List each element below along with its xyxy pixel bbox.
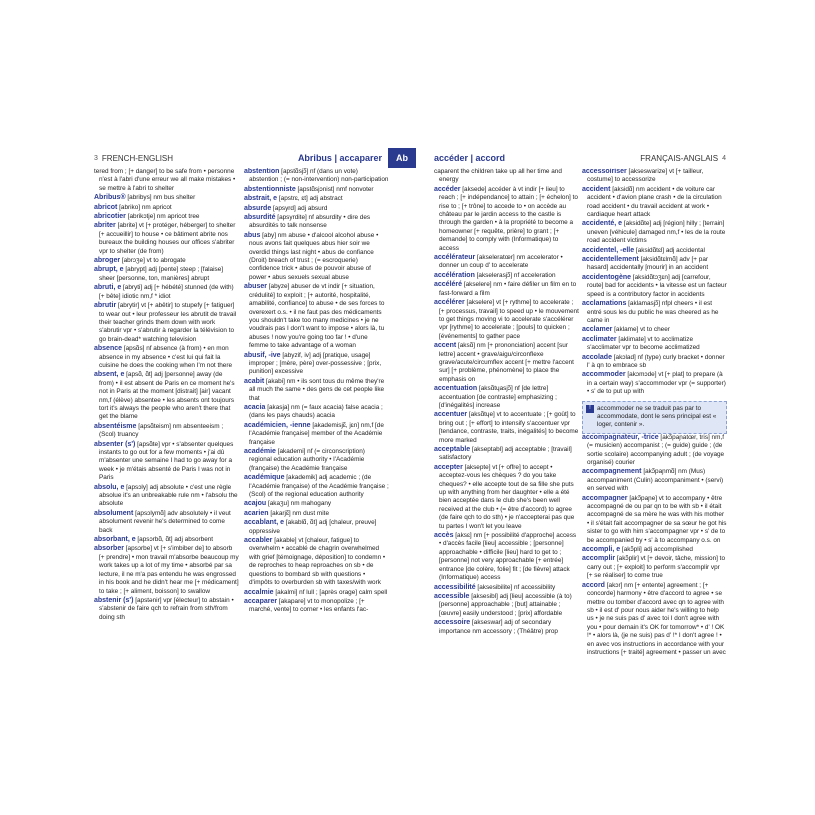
dictionary-entry xyxy=(582,220,727,245)
entry-headword: abusif, -ive xyxy=(244,351,281,359)
entry-definition: [apsɑ̃teism] nm absenteeism ; (Scol) truancy xyxy=(99,422,224,439)
dictionary-entry xyxy=(244,205,389,213)
entry-headword: absentéisme xyxy=(94,422,137,430)
entry-headword: accalmie xyxy=(244,588,274,596)
entry-definition: [aksesibl] adj [lieu] accessible (à to) [personne] approachable ; [but] attainable ; [œuvre] easily understood ; [prix] affordable xyxy=(439,592,572,617)
entry-definition: [akselerasjɔ̃] nf acceleration xyxy=(476,271,556,279)
dictionary-entry xyxy=(582,582,727,658)
entry-definition: [akɔ̃paɲmɑ̃] nm (Mus) accompaniment (Culin) accompaniment • (servi) en served with xyxy=(587,468,724,493)
dictionary-entry xyxy=(244,168,389,185)
dictionary-entry xyxy=(582,468,727,493)
dictionary-entry xyxy=(244,352,389,377)
entry-definition: [aksɛ] nm [+ possibilité d'approche] access • d'accès facile [lieu] accessible ; [personne] approachable • difficile [lieu] hard to get to ; [personne] not very approachable [+ entrée] entrance [de colère, folie] fit ; [de fièvre] attack (Informatique) access xyxy=(439,532,577,582)
entry-definition: [abryti] adj [+ hébété] stunned (de with) [+ bête] idiotic nm,f * idiot xyxy=(99,284,234,300)
entry-definition: [akademisjɛ̃, jɛn] nm,f [de l'Académie française] member of the Académie française xyxy=(249,421,384,446)
entry-headword: accabler xyxy=(244,537,273,545)
entry-definition: [abrɔʒe] vt to abrogate xyxy=(121,257,186,265)
entry-definition: [abrytir] vt [+ abêtir] to stupefy [+ fatiguer] to wear out • leur professeur les abrutit de travail their teacher grinds them down with work s'abrutir vpr • s'abrutir à regarder la télévision to go brain-dead* watching television xyxy=(99,302,237,343)
dictionary-entry xyxy=(434,593,579,618)
entry-definition: [akaʒu] nm mahogany xyxy=(267,500,332,508)
right-page-column-1 xyxy=(434,168,579,658)
entry-headword: accablant, e xyxy=(244,519,285,527)
dictionary-entry xyxy=(94,597,239,622)
entry-headword: absent, e xyxy=(94,371,125,379)
entry-definition: [akapare] vt to monopolize ; [+ marché, vente] to corner • les enfants l'ac- xyxy=(249,597,369,614)
entry-headword: absorbant, e xyxy=(94,536,136,544)
entry-definition: [aklamasjɔ̃] nfpl cheers • il est entré sous les du public he was cheered as he came in xyxy=(587,300,719,324)
entry-definition: [aksɑ̃tɥe] vt to accentuate ; [+ goût] to bring out ; [+ effort] to intensify s'accentuer vpr [tendance, contraste, traits, inégalités] to become more marked xyxy=(439,411,579,444)
dictionary-entry xyxy=(244,519,389,536)
entry-headword: acarien xyxy=(244,509,269,517)
dictionary-entry xyxy=(434,464,579,531)
dictionary-entry xyxy=(94,222,239,256)
entry-headword: accessoiriser xyxy=(582,168,627,175)
dictionary-entry xyxy=(244,448,389,473)
dictionary-entry xyxy=(94,545,239,595)
entry-definition: [aklimate] vt to acclimatize s'acclimater vpr to become acclimatized xyxy=(587,335,700,352)
left-page-number: 3 xyxy=(94,154,98,162)
entry-headword: accompli, e xyxy=(582,546,621,554)
entry-headword: absolu, e xyxy=(94,483,125,491)
entry-definition: [akɔ̃paɲatœr, tris] nm,f (= musicien) accompanist ; (= guide) guide ; (de sortie scolaire) accompanying adult ; (de voyage organisé) courier xyxy=(587,433,725,466)
dictionary-entry xyxy=(582,247,727,255)
dictionary-entry xyxy=(582,186,727,220)
entry-headword: accidentel, -elle xyxy=(582,246,635,254)
dictionary-spread xyxy=(94,150,726,660)
entry-definition: [apstɑ̃sjɔ̃] nf (dans un vote) abstention ; (= non-intervention) non-participation xyxy=(249,168,389,184)
dictionary-entry xyxy=(434,532,579,582)
dictionary-entry xyxy=(434,584,579,592)
entry-headword: académique xyxy=(244,474,285,482)
entry-headword: accéder xyxy=(434,185,461,193)
right-section-label: FRANÇAIS-ANGLAIS xyxy=(640,153,719,163)
entry-headword: accolade xyxy=(582,353,612,361)
entry-definition: [abribys] nm bus shelter xyxy=(127,194,196,202)
dictionary-entry xyxy=(434,411,579,445)
dictionary-entry xyxy=(434,281,579,298)
entry-headword: acacia xyxy=(244,403,266,411)
entry-definition: tered from ; [+ danger] to be safe from • personne n'est à l'abri d'une erreur we all make mistakes • se mettre à l'abri to shelter xyxy=(94,168,236,192)
entry-definition: [apstɑ̃sjɔnist] nmf nonvoter xyxy=(297,185,374,193)
dictionary-entry xyxy=(244,195,389,203)
entry-headword: absence xyxy=(94,345,123,353)
entry-headword: accessibilité xyxy=(434,583,476,591)
entry-headword: académie xyxy=(244,448,276,455)
dictionary-entry xyxy=(434,272,579,280)
entry-headword: abstenir (s') xyxy=(94,596,134,604)
entry-headword: abrupt, e xyxy=(94,266,124,274)
dictionary-entry xyxy=(244,474,389,499)
dictionary-entry xyxy=(582,546,727,554)
entry-definition: [aksede] accéder à vt indir [+ lieu] to reach ; [+ indépendance] to attain ; [+ échelon] to rise to ; [+ trône] to accede to • on accède au château par le jardin access to the castle is through the garden • à la propriété to become a homeowner [+ requête, prière] to grant ; [+ demande] to comply with (Informatique) to access xyxy=(439,185,578,252)
dictionary-entry xyxy=(244,510,389,518)
entry-definition: [apsɑ̃, ɑ̃t] adj [personne] away (de from) • il est absent de Paris en ce moment he's not in Paris at the moment [distrait] [air] vacant nm,f (élève) absentee • les absents ont toujours tort it's always the people who aren't there that get the blame xyxy=(99,371,235,421)
entry-definition: [akalmi] nf lull ; [après orage] calm spell xyxy=(275,588,388,596)
entry-definition: [abrite] vt [+ protéger, héberger] to shelter [+ accueillir] to house • ce bâtiment abrite nos bureaux the building houses our offices s'abriter vpr to shelter (de from) xyxy=(99,222,236,255)
dictionary-entry xyxy=(94,213,239,221)
dictionary-entry xyxy=(94,371,239,421)
entry-headword: accès xyxy=(434,532,454,540)
entry-headword: accaparer xyxy=(244,597,278,605)
entry-definition: [abriko] nm apricot xyxy=(119,203,172,211)
dictionary-entry xyxy=(582,168,727,185)
dictionary-entry xyxy=(244,232,389,282)
entry-headword: absolument xyxy=(94,509,134,517)
entry-definition: [akɔr] nm [+ entente] agreement ; [+ concorde] harmony • être d'accord to agree • se mettre ou tomber d'accord avec qn to agree with sb • il est d' pour nous aider he's willing to help us • je ne suis pas d' avec toi I don't agree with you • pour demain it's OK for tomorrow* • d' ! OK !* • alors là, (je ne suis) pas d' !* I don't agree ! • en avec vos instructions in accordance with your instructions [+ traité] agreement • passer un avec xyxy=(587,581,726,656)
usage-note xyxy=(582,401,727,434)
entry-definition: [aksidɑ̃] nm accident • de voiture car accident • d'avion plane crash • de la circulation road accident • du travail accident at work • cardiaque heart attack xyxy=(587,185,722,219)
entry-definition: [aksɑ̃tɥasjɔ̃] nf [de lettre] accentuation [de contraste] emphasizing ; [d'inégalités] increase xyxy=(439,385,557,409)
dictionary-entry xyxy=(582,354,727,371)
entry-definition: [akselere] vt [+ rythme] to accelerate ; [+ processus, travail] to speed up • le mouvement to get things moving vi to accelerate s'accélérer vpr [rythme] to accelerate ; [pouls] to quicken ; [événements] to gather pace xyxy=(439,299,579,340)
entry-headword: accident xyxy=(582,185,611,193)
entry-headword: absorber xyxy=(94,545,124,553)
entry-headword: acajou xyxy=(244,500,267,508)
entry-headword: accompagnement xyxy=(582,468,642,476)
entry-headword: académicien, -ienne xyxy=(244,421,311,429)
entry-definition: [akɔlad] nf (type) curly bracket • donner l' à qn to embrace sb xyxy=(587,353,725,369)
right-guide-words: accéder | accord xyxy=(434,153,506,163)
entry-definition: [apstənir] vpr [électeur] to abstain • s'abstenir de faire qch to refrain from sth/from doing sth xyxy=(99,596,234,621)
dictionary-entry xyxy=(244,537,389,587)
entry-definition: [apsɔlymɑ̃] adv absolutely • il veut absolument revenir he's determined to come back xyxy=(99,509,231,534)
entry-headword: absurde xyxy=(244,204,272,212)
dictionary-entry xyxy=(582,256,727,273)
dictionary-entry xyxy=(94,536,239,544)
entry-headword: accidentogène xyxy=(582,273,632,281)
entry-headword: acabit xyxy=(244,377,265,385)
dictionary-entry xyxy=(434,619,579,636)
dictionary-entry xyxy=(94,441,239,483)
entry-definition: [akseptabl] adj acceptable ; [travail] satisfactory xyxy=(439,446,572,462)
dictionary-entry xyxy=(94,257,239,265)
entry-definition: [akseswar] adj of secondary importance nm accessory ; (Théâtre) prop xyxy=(439,619,558,635)
entry-definition: [abrypt] adj [pente] steep ; [falaise] sheer [personne, ton, manières] abrupt xyxy=(99,266,224,282)
entry-headword: accommoder xyxy=(582,371,626,379)
entry-definition: [akarjɛ̃] nm dust mite xyxy=(270,509,330,517)
entry-headword: acclimater xyxy=(582,335,617,343)
thumb-tab-label: Ab xyxy=(396,153,408,163)
dictionary-entry xyxy=(94,302,239,344)
entry-headword: accord xyxy=(582,581,605,589)
dictionary-entry xyxy=(434,168,579,185)
right-page-header xyxy=(584,150,726,166)
entry-headword: accélérateur xyxy=(434,254,476,262)
entry-headword: accentuation xyxy=(434,385,478,393)
entry-definition: [apsyrd] adj absurd xyxy=(273,204,328,212)
entry-headword: abroger xyxy=(94,257,121,265)
dictionary-entry xyxy=(244,589,389,597)
entry-definition: [aksidɑ̃tɛlmɑ̃] adv [+ par hasard] accidentally [mourir] in an accident xyxy=(587,256,709,272)
entry-definition: [apsɔly] adj absolute • c'est une règle absolue it's an unbreakable rule nm • l'absolu the absolute xyxy=(99,483,238,508)
entry-definition: [aksepte] vt [+ offre] to accept • acceptez-vous les chèques ? do you take cheques? • elle accepte tout de sa fille she puts up with anything from her daughter • elle a été bien acceptée dans le club she's been well received at the club • (= être d'accord) to agree (de faire qch to do sth) • je n'accepterai pas que tu partes I won't let you leave xyxy=(439,463,575,530)
entry-headword: accent xyxy=(434,342,457,350)
entry-headword: accélération xyxy=(434,271,475,279)
entry-definition: [akablɑ̃, ɑ̃t] adj [chaleur, preuve] oppressive xyxy=(249,519,377,535)
entry-headword: abuser xyxy=(244,283,267,291)
dictionary-entry xyxy=(244,214,389,231)
dictionary-entry xyxy=(94,168,239,193)
dictionary-entry xyxy=(244,404,389,421)
entry-definition: [apsɑ̃s] nf absence (à from) • en mon absence in my absence • c'est lui qui fait la cuisine he does the cooking when I'm not there xyxy=(99,345,233,369)
usage-note-text: accommoder ne se traduit pas par to accommodate, dont le sens principal est « loger, contenir ». xyxy=(597,404,717,429)
entry-definition: [apsɔrbɑ̃, ɑ̃t] adj absorbent xyxy=(137,536,214,544)
dictionary-entry xyxy=(244,378,389,403)
left-section-label: FRENCH-ENGLISH xyxy=(101,153,174,163)
entry-headword: abricotier xyxy=(94,213,126,221)
entry-definition: [aksidɑ̃tɛl] adj accidental xyxy=(635,246,705,254)
dictionary-entry xyxy=(244,500,389,508)
entry-definition: [apsɑ̃te] vpr • s'absenter quelques instants to go out for a few moments • j'ai dû m'absenter une semaine I had to go away for a week • je m'étais absenté de Paris I was not in Paris xyxy=(99,440,234,482)
warning-icon: ! xyxy=(586,405,594,413)
dictionary-entry xyxy=(582,336,727,353)
entry-definition: [aksidɑ̃te] adj [région] hilly ; [terrain] uneven [véhicule] damaged nm,f • les de la route road accident victims xyxy=(587,220,726,245)
entry-definition: [aksesibilite] nf accessibility xyxy=(477,583,556,591)
entry-definition: [abyzif, iv] adj [pratique, usage] improper ; [mère, père] over-possessive ; [prix, punition] excessive xyxy=(249,351,382,376)
entry-headword: accidentellement xyxy=(582,256,639,264)
left-guide-words-box xyxy=(284,150,382,166)
entry-definition: [akseleratœr] nm accelerator • donner un coup d' to accelerate xyxy=(439,254,563,270)
entry-headword: accidenté, e xyxy=(582,220,623,228)
letter-thumb-tab xyxy=(388,148,416,168)
entry-definition: [abyze] abuser de vt indir [+ situation, crédulité] to exploit ; [+ autorité, hospitalité, amabilité, confiance] to abuse • de ses forces to overexert o.s. • il ne faut pas des médicaments you shouldn't take too many medicines • je ne voudrais pas I don't want to impose • alors là, tu abuses ! now you're going too far ! • d'une femme to take advantage of a woman xyxy=(249,283,385,350)
entry-headword: accentuer xyxy=(434,411,468,419)
entry-headword: abriter xyxy=(94,222,116,230)
entry-definition: [akɔ̃paɲe] vt to accompany • être accompagné de ou par qn to be with sb • il était accompagné de sa mère he was with his mother • il s'était fait accompagner de sa sœur he got his sister to go with him s'accompagner vpr • s' de to be accompanied by • s' à to accompany o.s. on xyxy=(587,494,727,544)
dictionary-entry xyxy=(94,204,239,212)
dictionary-entry xyxy=(94,510,239,535)
dictionary-entry xyxy=(434,385,579,410)
dictionary-entry xyxy=(582,495,727,545)
entry-headword: abstention xyxy=(244,168,280,175)
left-page-column-1 xyxy=(94,168,239,658)
dictionary-entry xyxy=(244,422,389,447)
entry-definition: [aksidɑ̃tɔʒɛn] adj [carrefour, route] bad for accidents • la vitesse est un facteur speed is a contributory factor in accidents xyxy=(587,273,727,298)
entry-headword: accessible xyxy=(434,592,470,600)
entry-headword: abrutir xyxy=(94,302,117,310)
dictionary-entry xyxy=(434,299,579,341)
right-page-column-2 xyxy=(582,168,727,658)
dictionary-entry xyxy=(94,484,239,509)
dictionary-entry xyxy=(434,446,579,463)
dictionary-entry xyxy=(94,345,239,370)
entry-headword: abstrait, e xyxy=(244,195,278,203)
entry-definition: [akademi] nf (= circonscription) regional education authority • l'Académie (française) the Académie française xyxy=(249,448,365,472)
entry-headword: accompagner xyxy=(582,494,628,502)
dictionary-entry xyxy=(582,274,727,299)
dictionary-entry xyxy=(434,186,579,253)
entry-definition: [akademik] adj academic ; (de l'Académie française) of the Académie française ; (Scol) of the regional education authority xyxy=(249,474,389,499)
dictionary-entry xyxy=(434,342,579,384)
entry-definition: [apstrɛ, ɛt] adj abstract xyxy=(278,195,343,203)
dictionary-entry xyxy=(244,598,389,615)
entry-headword: abstentionniste xyxy=(244,185,296,193)
dictionary-entry xyxy=(94,266,239,283)
entry-headword: accepter xyxy=(434,463,463,471)
entry-headword: acclamer xyxy=(582,326,613,334)
dictionary-entry xyxy=(582,326,727,334)
entry-definition: [akabi] nm • ils sont tous du même they're all much the same • des gens de cet people like that xyxy=(249,377,385,402)
right-page-number: 4 xyxy=(722,154,726,162)
dictionary-entry xyxy=(244,186,389,194)
entry-definition: [akɔ̃plir] vt [+ devoir, tâche, mission] to carry out ; [+ exploit] to perform s'accomplir vpr [+ se réaliser] to come true xyxy=(587,555,726,580)
entry-definition: caparent the children take up all her time and energy xyxy=(434,168,562,184)
dictionary-entry xyxy=(582,300,727,325)
entry-headword: Abribus® xyxy=(94,194,126,202)
entry-definition: [apsɔrbe] vt [+ s'imbiber de] to absorb [+ prendre] • mon travail m'absorbe beaucoup my work takes up a lot of my time • absorbé par sa lecture, il ne m'a pas entendu he was engrossed in his book and he didn't hear me [+ médicament] to take ; [+ aliment, boisson] to swallow xyxy=(99,545,239,595)
entry-definition: [akɔmɔde] vt [+ plat] to prepare (à in a certain way) s'accommoder vpr (= supporter) • s' de to put up with xyxy=(587,371,726,396)
dictionary-entry xyxy=(582,555,727,580)
entry-headword: accéléré xyxy=(434,281,463,289)
entry-definition: [abrikɔtje] nm apricot tree xyxy=(127,213,200,221)
entry-headword: acclamations xyxy=(582,300,627,308)
entry-headword: absenter (s') xyxy=(94,440,136,448)
left-guide-words: Abribus | accaparer xyxy=(297,153,382,163)
dictionary-entry xyxy=(244,283,389,350)
entry-definition: [akable] vt [chaleur, fatigue] to overwhelm • accablé de chagrin overwhelmed with grief [témoignage, déposition] to condemn • de reproches to heap reproaches on sb • de questions to bombard sb with questions • d'impôts to overburden sb with taxes/with work xyxy=(249,537,386,587)
entry-definition: [akselere] nm • faire défiler un film en to fast-forward a film xyxy=(439,281,577,297)
entry-definition: [akseswarize] vt [+ tailleur, costume] to accessorize xyxy=(587,168,704,184)
dictionary-entry xyxy=(94,284,239,301)
entry-definition: [akasja] nm (= faux acacia) false acacia ; (dans les pays chauds) acacia xyxy=(249,403,383,420)
entry-headword: accessoire xyxy=(434,619,471,627)
entry-definition: [aklame] vt to cheer xyxy=(614,326,670,334)
entry-headword: accomplir xyxy=(582,555,616,563)
left-page-column-2 xyxy=(244,168,389,658)
dictionary-entry xyxy=(94,423,239,440)
entry-headword: accompagnateur, -trice xyxy=(582,433,659,441)
dictionary-entry xyxy=(582,434,727,468)
dictionary-entry xyxy=(94,194,239,202)
entry-definition: [aby] nm abuse • d'alcool alcohol abuse • nous avons fait quelques abus hier soir we overdid things last night • abus de confiance (Droit) breach of trust ; (= escroquerie) confidence trick • abus de pouvoir abuse of power • abus sexuels sexual abuse xyxy=(249,231,379,281)
entry-headword: acceptable xyxy=(434,446,471,453)
entry-headword: absurdité xyxy=(244,214,276,222)
entry-definition: [aksɑ̃] nm [+ prononciation] accent [sur lettre] accent • grave/aigu/circonflexe grave/acute/circumflex accent [+ mettre l'accent sur] [+ problème, phénomène] to place the emphasis on xyxy=(439,342,574,383)
entry-headword: abruti, e xyxy=(94,284,122,292)
entry-headword: abus xyxy=(244,231,261,239)
entry-headword: accélérer xyxy=(434,299,465,307)
entry-definition: [akɔ̃pli] adj accomplished xyxy=(621,546,693,554)
dictionary-entry xyxy=(434,254,579,271)
entry-definition: [apsyrdite] nf absurdity • dire des absurdités to talk nonsense xyxy=(249,214,371,230)
dictionary-entry xyxy=(582,371,727,396)
entry-headword: abricot xyxy=(94,203,118,211)
